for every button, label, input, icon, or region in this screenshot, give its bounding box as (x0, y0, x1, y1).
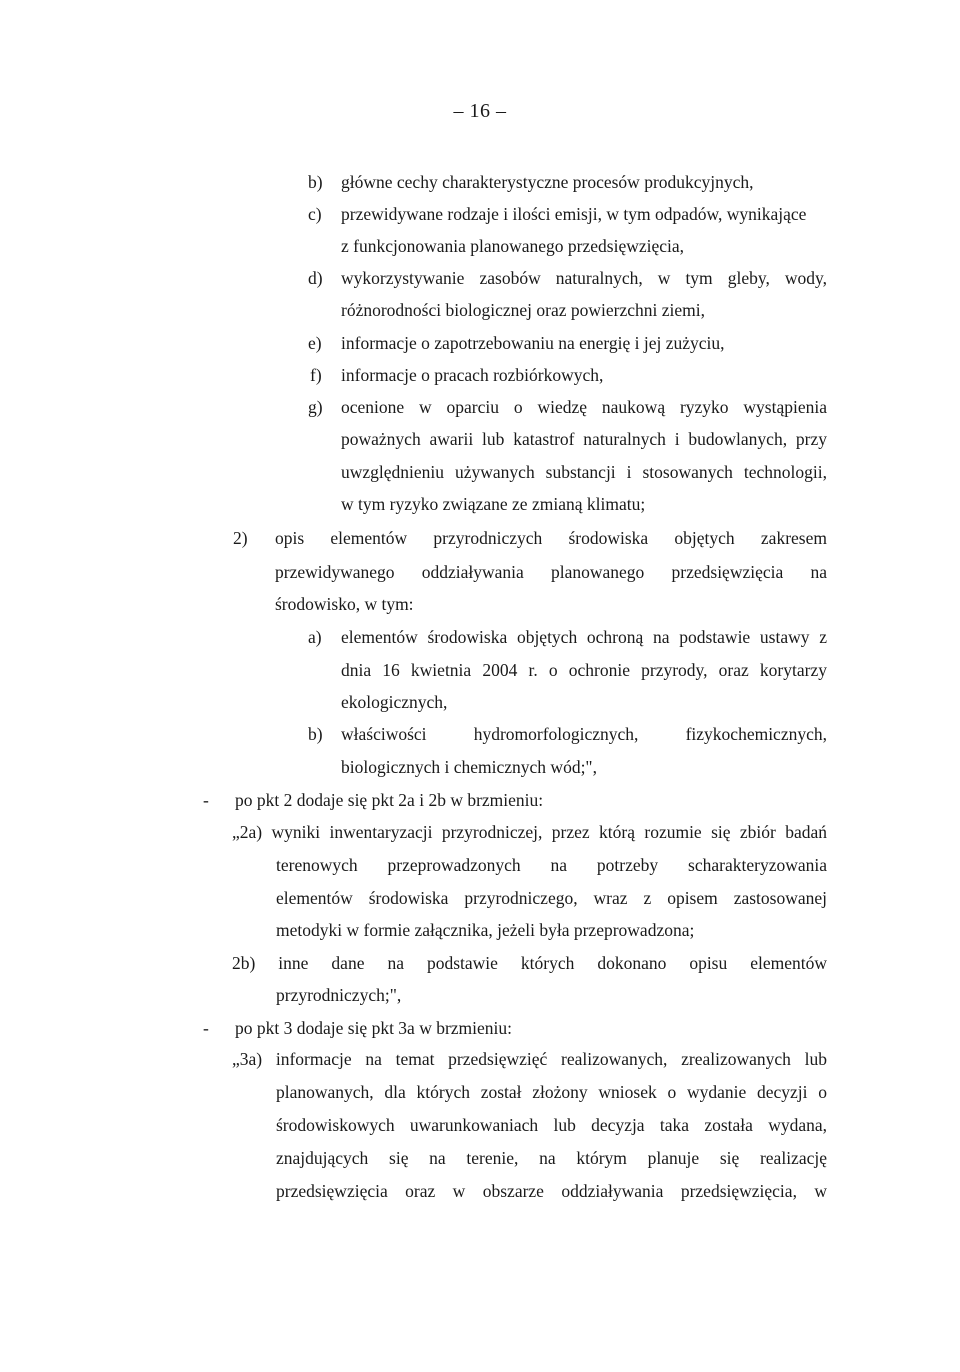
point-3a-text-line2-content: planowanych, dla których został złożony wniosek o wydanie decyzji o (276, 1082, 827, 1102)
item-g-text-line3-content: uwzględnieniu używanych substancji i stosowanych technologii, (341, 462, 827, 482)
point-2-text-line2 (275, 562, 827, 583)
point-3a-text-line5 (276, 1181, 827, 1202)
point-2-text-line1 (275, 528, 827, 549)
item-f-text: informacje o pracach rozbiórkowych, (341, 365, 604, 385)
point-2a-text-line2-content: terenowych przeprowadzonych na potrzeby scharakteryzowania (276, 855, 827, 875)
item-d-text-line1 (341, 268, 827, 289)
item-c-text-line2: z funkcjonowania planowanego przedsięwzięcia, (341, 236, 685, 256)
dash-2-text: po pkt 3 dodaje się pkt 3a w brzmieniu: (235, 1018, 513, 1038)
item-a-text-line1-content: elementów środowiska objętych ochroną na podstawie ustawy z (341, 627, 827, 647)
item-a-text-line2-content: dnia 16 kwietnia 2004 r. o ochronie przyrody, oraz korytarzy (341, 660, 827, 680)
point-2-text-line3: środowisko, w tym: (275, 594, 414, 614)
point-2-marker: 2) (233, 528, 248, 548)
item-d-text-line1-content: wykorzystywanie zasobów naturalnych, w tym gleby, wody, (341, 268, 827, 288)
item-e-text: informacje o zapotrzebowaniu na energię i jej zużyciu, (341, 333, 725, 353)
point-2a-text-line1-content: „2a) wyniki inwentaryzacji przyrodniczej, przez którą rozumie się zbiór badań (232, 822, 827, 842)
dash-1-marker: - (203, 790, 209, 810)
item-d-text-line2: różnorodności biologicznej oraz powierzchni ziemi, (341, 300, 705, 320)
point-2a-text-line3-content: elementów środowiska przyrodniczego, wraz z opisem zastosowanej (276, 888, 827, 908)
point-2b-text-line1 (232, 953, 827, 974)
item-g-text-line4: w tym ryzyko związane ze zmianą klimatu; (341, 494, 646, 514)
item-c-text-line1: przewidywane rodzaje i ilości emisji, w tym odpadów, wynikające (341, 204, 807, 224)
item-b2-text-line2: biologicznych i chemicznych wód;", (341, 757, 597, 777)
item-d-marker: d) (308, 268, 323, 288)
point-2a-text-line2 (276, 855, 827, 876)
item-g-text-line2-content: poważnych awarii lub katastrof naturalnych i budowlanych, przy (341, 429, 827, 449)
item-a-marker: a) (308, 627, 322, 647)
point-2-text-line2-content: przewidywanego oddziaływania planowanego przedsięwzięcia na (275, 562, 827, 582)
item-a-text-line3: ekologicznych, (341, 692, 448, 712)
point-3a-text-line5-content: przedsięwzięcia oraz w obszarze oddziaływania przedsięwzięcia, w (276, 1181, 827, 1201)
point-2b-text-line2: przyrodniczych;", (276, 985, 402, 1005)
item-a-text-line1 (341, 627, 827, 648)
point-3a-text-line1-content: „3a) informacje na temat przedsięwzięć realizowanych, zrealizowanych lub (232, 1049, 827, 1069)
point-2-text-line1-content: opis elementów przyrodniczych środowiska objętych zakresem (275, 528, 827, 548)
point-3a-text-line3 (276, 1115, 827, 1136)
point-2a-text-line3 (276, 888, 827, 909)
item-f-marker: f) (310, 365, 322, 385)
point-3a-text-line3-content: środowiskowych uwarunkowaniach lub decyzja taka została wydana, (276, 1115, 827, 1135)
dash-2-marker: - (203, 1018, 209, 1038)
item-g-marker: g) (308, 397, 323, 417)
item-g-text-line1 (341, 397, 827, 418)
point-3a-text-line1 (232, 1049, 827, 1070)
page-number: – 16 – (453, 100, 507, 122)
item-b2-text-line1-content: właściwości hydromorfologicznych, fizykochemicznych, (341, 724, 827, 744)
item-b-marker: b) (308, 172, 323, 192)
item-b-text: główne cechy charakterystyczne procesów produkcyjnych, (341, 172, 754, 192)
item-b2-marker: b) (308, 724, 323, 744)
item-e-marker: e) (308, 333, 322, 353)
item-a-text-line2 (341, 660, 827, 681)
item-g-text-line1-content: ocenione w oparciu o wiedzę naukową ryzyko wystąpienia (341, 397, 827, 417)
item-b2-text-line1 (341, 724, 827, 745)
dash-1-text: po pkt 2 dodaje się pkt 2a i 2b w brzmieniu: (235, 790, 544, 810)
point-3a-text-line4-content: znajdujących się na terenie, na którym planuje się realizację (276, 1148, 827, 1168)
item-g-text-line2 (341, 429, 827, 450)
point-2a-text-line1 (232, 822, 827, 843)
item-c-marker: c) (308, 204, 322, 224)
point-3a-text-line4 (276, 1148, 827, 1169)
point-2b-text-line1-content: 2b) inne dane na podstawie których dokonano opisu elementów (232, 953, 827, 973)
point-2a-text-line4: metodyki w formie załącznika, jeżeli była przeprowadzona; (276, 920, 695, 940)
item-g-text-line3 (341, 462, 827, 483)
point-3a-text-line2 (276, 1082, 827, 1103)
